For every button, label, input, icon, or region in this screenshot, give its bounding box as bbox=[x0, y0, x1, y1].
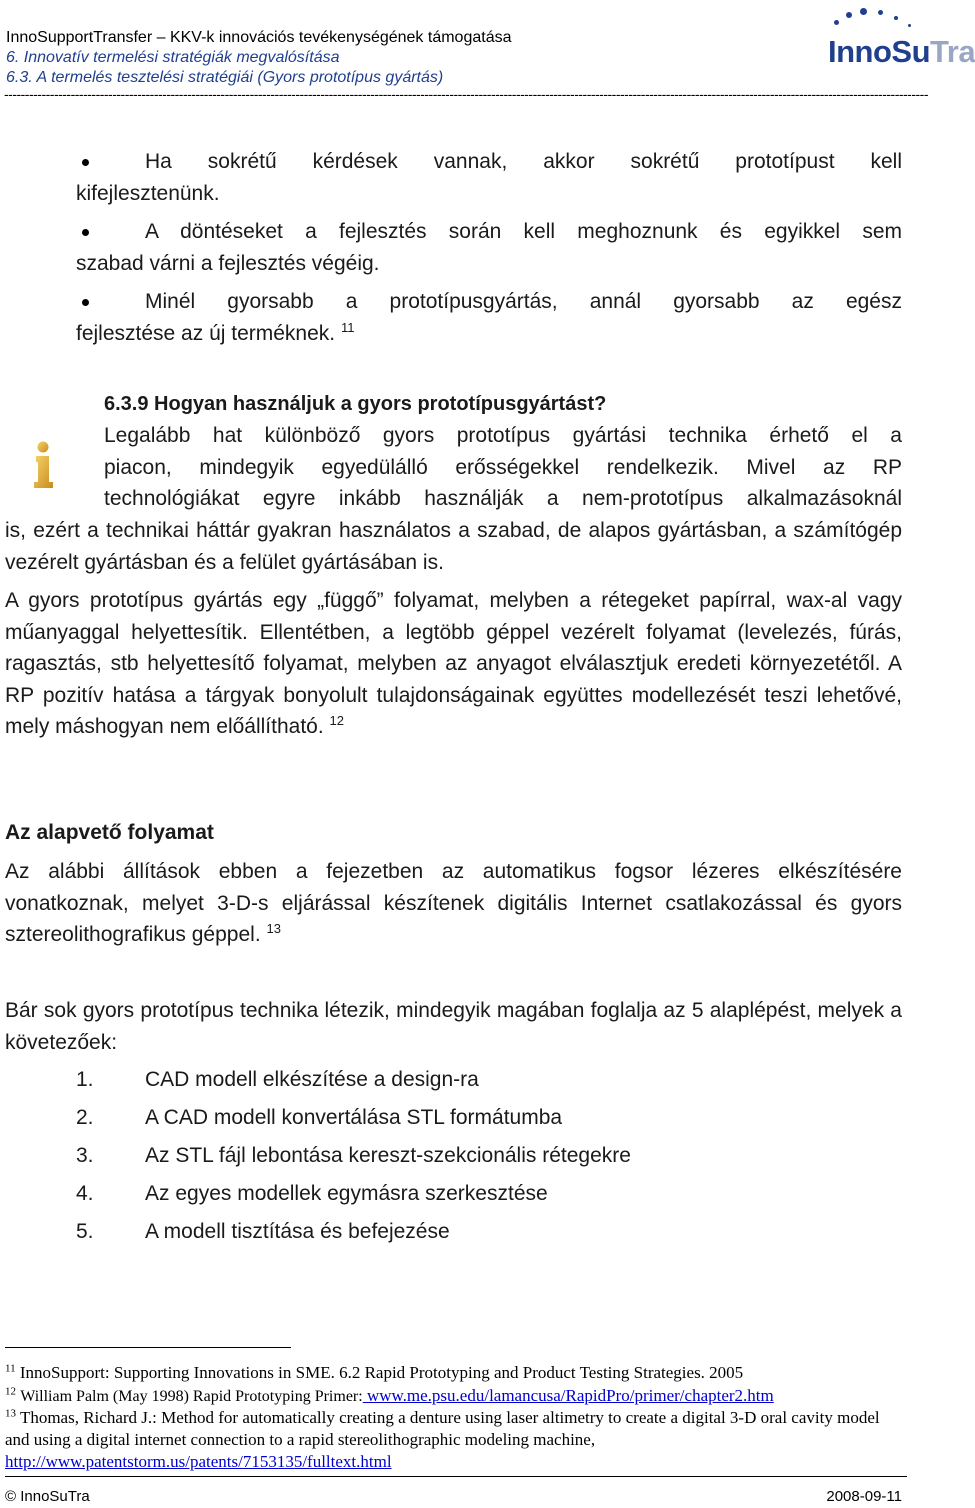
bullet-2-line2: szabad várni a fejlesztés végéig. bbox=[76, 252, 380, 275]
innosutra-logo: InnoSuTra bbox=[828, 6, 960, 70]
para1-line2: piacon, mindegyik egyedülálló erősségekkel rendelkezik. Mivel az RP bbox=[104, 456, 902, 479]
header-section: 6.3. A termelés tesztelési stratégiái (Gyors prototípus gyártás) bbox=[6, 69, 444, 86]
footer-divider bbox=[5, 1476, 907, 1477]
header-divider: ------------------------------------------------------------------------------------------------------------------------------------------------------------------------------------------------------------------------------ bbox=[4, 86, 928, 102]
footnote-separator bbox=[5, 1347, 291, 1348]
footnote-11: $^{11}$ InnoSupport: Supporting Innovations in SME. 6.2 Rapid Prototyping and Product Testing Strategies. 2005 bbox=[5, 1362, 744, 1382]
para1-line3: technológiákat egyre inkább használják a nem-prototípus alkalmazásoknál bbox=[104, 487, 902, 510]
bullet-1-line2: kifejlesztenünk. bbox=[76, 182, 220, 205]
list-item: 1. CAD modell elkészítése a design-ra bbox=[76, 1068, 479, 1091]
list-item: 3. Az STL fájl lebontása kereszt-szekcionális rétegekre bbox=[76, 1144, 631, 1167]
footnote-12-link[interactable]: www.me.psu.edu/lamancusa/RapidPro/primer/chapter2.htm bbox=[362, 1386, 774, 1405]
para3: Az alábbi állítások ebben a fejezetben az automatikus fogsor lézeres elkészítésére vonatkoznak, melyet 3-D-s eljárással készítenek digitális Internet csatlakozással és gyors sztereolithografikus géppel. $^{13}$ bbox=[5, 860, 902, 946]
section-heading: 6.3.9 Hogyan használjuk a gyors prototípusgyártást? bbox=[104, 393, 607, 415]
footer-copyright: © InnoSuTra bbox=[5, 1488, 90, 1505]
header-chapter: 6. Innovatív termelési stratégiák megvalósítása bbox=[6, 49, 340, 66]
footnote-13: $^{13}$ Thomas, Richard J.: Method for automatically creating a denture using laser altimetry to create a digital 3-D oral cavity model and using a digital internet connection to a rapid stereolithographic modeling machine, http://www.patentstorm.us/patents/7153135/fulltext.html bbox=[5, 1407, 880, 1471]
list-item: 2. A CAD modell konvertálása STL formátumba bbox=[76, 1106, 563, 1129]
footnote-13-link[interactable]: http://www.patentstorm.us/patents/7153135/fulltext.html bbox=[5, 1452, 392, 1471]
para4: Bár sok gyors prototípus technika létezik, mindegyik magában foglalja az 5 alaplépést, melyek a követezőek: bbox=[5, 999, 902, 1054]
info-icon bbox=[28, 440, 60, 492]
para1-rest: is, ezért a technikai háttár gyakran használatos a szabad, de alapos gyártásban, a számítógép vezérelt gyártásban és a felület gyártásában is. bbox=[5, 519, 902, 574]
para2: A gyors prototípus gyártás egy „függő” folyamat, melyben a rétegeket papírral, wax-al vagy műanyaggal helyettesítik. Ellentétben, a legtöbb géppel vezérelt folyamat (levelezés, fúrás, ragasztás, stb helyettesítő folyamat, melyben az anyagot elválasztjuk eredeti környezetétől. A RP pozitív hatása a tárgyak bonyolult tulajdonságainak együttes modellezését teszi lehetővé, mely máshogyan nem előállítható. $^{12}$ bbox=[5, 589, 902, 738]
bullet-3-line2: fejlesztése az új terméknek. $^{11}$ bbox=[76, 320, 355, 345]
heading-basic-process: Az alapvető folyamat bbox=[5, 821, 214, 844]
bullet-dot bbox=[82, 229, 89, 236]
para1-line1: Legalább hat különböző gyors prototípus gyártási technika érhető el a bbox=[104, 424, 902, 447]
list-item: 4. Az egyes modellek egymásra szerkesztése bbox=[76, 1182, 548, 1205]
steps-list bbox=[76, 1061, 902, 1251]
list-item: 5. A modell tisztítása és befejezése bbox=[76, 1220, 450, 1243]
bullet-2-line1: A döntéseket a fejlesztés során kell meghoznunk és egyikkel sem bbox=[145, 220, 902, 243]
footnote-12: $^{12}$ William Palm (May 1998) Rapid Prototyping Primer: www.me.psu.edu/lamancusa/RapidPro/primer/chapter2.htm bbox=[5, 1385, 774, 1405]
bullet-dot bbox=[82, 299, 89, 306]
bullet-3-line1: Minél gyorsabb a prototípusgyártás, annál gyorsabb az egész bbox=[145, 290, 902, 313]
header-title: InnoSupportTransfer – KKV-k innovációs tevékenységének támogatása bbox=[6, 29, 512, 46]
footer-date: 2008-09-11 bbox=[826, 1488, 902, 1505]
bullet-1-line1: Ha sokrétű kérdések vannak, akkor sokrétű prototípust kell bbox=[145, 150, 902, 173]
bullet-dot bbox=[82, 159, 89, 166]
